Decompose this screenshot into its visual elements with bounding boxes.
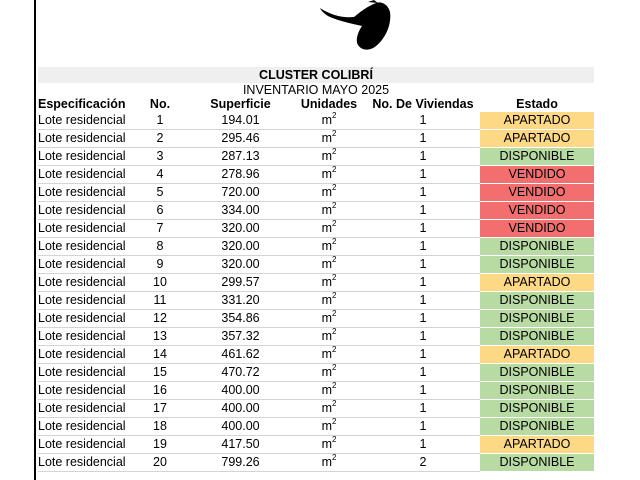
cell-estado: APARTADO (480, 346, 594, 364)
cell-viviendas: 1 (366, 310, 480, 328)
cell-superficie: 320.00 (189, 238, 292, 256)
cell-superficie: 299.57 (189, 274, 292, 292)
unit-exponent: 2 (331, 129, 337, 138)
cell-unidades (292, 166, 366, 184)
unit-exponent: 2 (331, 381, 337, 390)
col-header-especificacion: Especificación (38, 97, 126, 111)
cell-unidades (292, 202, 366, 220)
table-row (38, 454, 594, 472)
col-header-unidades: Unidades (300, 97, 358, 111)
cell-unidades (292, 274, 366, 292)
table-row (38, 148, 594, 166)
cell-unidades (292, 130, 366, 148)
cell-superficie: 295.46 (189, 130, 292, 148)
cell-superficie: 400.00 (189, 418, 292, 436)
unit-base: m (321, 311, 332, 325)
unit-base: m (321, 257, 332, 271)
cell-estado: DISPONIBLE (480, 454, 594, 472)
cell-estado: VENDIDO (480, 166, 594, 184)
unit-base: m (321, 131, 332, 145)
cell-no: 5 (131, 184, 189, 202)
cell-no: 16 (131, 382, 189, 400)
cell-especificacion: Lote residencial (38, 220, 131, 238)
cell-viviendas: 1 (366, 382, 480, 400)
cell-estado: DISPONIBLE (480, 292, 594, 310)
unit-exponent: 2 (331, 309, 337, 318)
cell-unidades (292, 400, 366, 418)
cell-no: 12 (131, 310, 189, 328)
cell-especificacion: Lote residencial (38, 400, 131, 418)
cell-estado: DISPONIBLE (480, 400, 594, 418)
unit-base: m (321, 455, 332, 469)
cell-superficie: 194.01 (189, 112, 292, 130)
inventory-sheet (38, 67, 594, 472)
cell-especificacion: Lote residencial (38, 130, 131, 148)
unit-base: m (321, 221, 332, 235)
unit-exponent: 2 (331, 363, 337, 372)
unit-exponent: 2 (331, 147, 337, 156)
cell-especificacion: Lote residencial (38, 346, 131, 364)
cell-viviendas: 1 (366, 220, 480, 238)
unit-exponent: 2 (331, 219, 337, 228)
cell-especificacion: Lote residencial (38, 184, 131, 202)
cell-especificacion: Lote residencial (38, 148, 131, 166)
cell-superficie: 334.00 (189, 202, 292, 220)
cell-no: 9 (131, 256, 189, 274)
unit-base: m (321, 347, 332, 361)
cell-no: 13 (131, 328, 189, 346)
unit-base: m (321, 203, 332, 217)
cell-unidades (292, 346, 366, 364)
unit-exponent: 2 (331, 237, 337, 246)
cell-no: 10 (131, 274, 189, 292)
cell-estado: APARTADO (480, 112, 594, 130)
cell-superficie: 320.00 (189, 256, 292, 274)
table-row (38, 382, 594, 400)
cell-superficie: 354.86 (189, 310, 292, 328)
cell-especificacion: Lote residencial (38, 382, 131, 400)
cell-viviendas: 1 (366, 418, 480, 436)
unit-base: m (321, 149, 332, 163)
table-row (38, 292, 594, 310)
cell-viviendas: 1 (366, 166, 480, 184)
cell-unidades (292, 328, 366, 346)
table-row (38, 400, 594, 418)
cell-no: 1 (131, 112, 189, 130)
unit-exponent: 2 (331, 255, 337, 264)
unit-base: m (321, 293, 332, 307)
unit-exponent: 2 (331, 453, 337, 462)
unit-base: m (321, 383, 332, 397)
cell-superficie: 400.00 (189, 382, 292, 400)
cell-especificacion: Lote residencial (38, 112, 131, 130)
unit-exponent: 2 (331, 417, 337, 426)
cell-unidades (292, 148, 366, 166)
cell-no: 3 (131, 148, 189, 166)
hummingbird-logo-icon (318, 0, 392, 52)
cell-especificacion: Lote residencial (38, 328, 131, 346)
table-row (38, 418, 594, 436)
unit-exponent: 2 (331, 165, 337, 174)
cell-no: 6 (131, 202, 189, 220)
cell-estado: APARTADO (480, 130, 594, 148)
cell-estado: VENDIDO (480, 184, 594, 202)
cell-especificacion: Lote residencial (38, 364, 131, 382)
cell-no: 2 (131, 130, 189, 148)
table-row (38, 328, 594, 346)
table-row (38, 310, 594, 328)
sheet-title: CLUSTER COLIBRÍ (38, 67, 594, 83)
unit-exponent: 2 (331, 273, 337, 282)
cell-viviendas: 1 (366, 328, 480, 346)
cell-estado: DISPONIBLE (480, 364, 594, 382)
unit-base: m (321, 185, 332, 199)
cell-no: 4 (131, 166, 189, 184)
table-body (38, 112, 594, 472)
unit-base: m (321, 401, 332, 415)
cell-especificacion: Lote residencial (38, 238, 131, 256)
cell-especificacion: Lote residencial (38, 166, 131, 184)
cell-unidades (292, 184, 366, 202)
unit-base: m (321, 419, 332, 433)
table-row (38, 256, 594, 274)
cell-viviendas: 1 (366, 292, 480, 310)
cell-superficie: 357.32 (189, 328, 292, 346)
cell-estado: DISPONIBLE (480, 418, 594, 436)
unit-exponent: 2 (331, 183, 337, 192)
cell-estado: APARTADO (480, 274, 594, 292)
table-row (38, 166, 594, 184)
cell-viviendas: 1 (366, 436, 480, 454)
cell-especificacion: Lote residencial (38, 454, 131, 472)
unit-base: m (321, 113, 332, 127)
cell-estado: DISPONIBLE (480, 256, 594, 274)
cell-viviendas: 1 (366, 400, 480, 418)
table-row (38, 184, 594, 202)
cell-viviendas: 1 (366, 130, 480, 148)
cell-no: 18 (131, 418, 189, 436)
table-row (38, 274, 594, 292)
sheet-subtitle: INVENTARIO MAYO 2025 (242, 83, 390, 97)
table-row (38, 346, 594, 364)
col-header-no: No. (149, 97, 171, 111)
cell-unidades (292, 256, 366, 274)
cell-no: 20 (131, 454, 189, 472)
cell-especificacion: Lote residencial (38, 292, 131, 310)
col-header-estado: Estado (516, 97, 558, 111)
cell-unidades (292, 310, 366, 328)
table-row (38, 220, 594, 238)
table-row (38, 202, 594, 220)
cell-no: 17 (131, 400, 189, 418)
cell-no: 8 (131, 238, 189, 256)
unit-base: m (321, 365, 332, 379)
cell-unidades (292, 238, 366, 256)
cell-estado: VENDIDO (480, 220, 594, 238)
cell-estado: DISPONIBLE (480, 148, 594, 166)
cell-superficie: 278.96 (189, 166, 292, 184)
table-row (38, 436, 594, 454)
inventory-table (38, 97, 594, 472)
cell-no: 7 (131, 220, 189, 238)
cell-no: 19 (131, 436, 189, 454)
cell-estado: DISPONIBLE (480, 310, 594, 328)
cell-especificacion: Lote residencial (38, 202, 131, 220)
cell-estado: DISPONIBLE (480, 328, 594, 346)
unit-exponent: 2 (331, 327, 337, 336)
cell-superficie: 799.26 (189, 454, 292, 472)
cell-superficie: 400.00 (189, 400, 292, 418)
cell-viviendas: 2 (366, 454, 480, 472)
cell-unidades (292, 112, 366, 130)
cell-viviendas: 1 (366, 238, 480, 256)
cell-unidades (292, 220, 366, 238)
cell-especificacion: Lote residencial (38, 274, 131, 292)
cell-viviendas: 1 (366, 256, 480, 274)
cell-especificacion: Lote residencial (38, 310, 131, 328)
cell-unidades (292, 418, 366, 436)
cell-superficie: 287.13 (189, 148, 292, 166)
unit-base: m (321, 437, 332, 451)
table-row (38, 130, 594, 148)
cell-estado: DISPONIBLE (480, 382, 594, 400)
cell-estado: APARTADO (480, 436, 594, 454)
cell-unidades (292, 364, 366, 382)
cell-viviendas: 1 (366, 112, 480, 130)
unit-exponent: 2 (331, 291, 337, 300)
cell-estado: DISPONIBLE (480, 238, 594, 256)
cell-unidades (292, 454, 366, 472)
table-row (38, 112, 594, 130)
table-row (38, 364, 594, 382)
cell-superficie: 720.00 (189, 184, 292, 202)
cell-viviendas: 1 (366, 184, 480, 202)
unit-exponent: 2 (331, 112, 337, 120)
cell-unidades (292, 382, 366, 400)
unit-exponent: 2 (331, 201, 337, 210)
cell-viviendas: 1 (366, 202, 480, 220)
unit-exponent: 2 (331, 435, 337, 444)
cell-superficie: 417.50 (189, 436, 292, 454)
page-left-border (34, 0, 36, 480)
table-row (38, 238, 594, 256)
col-header-viviendas: No. De Viviendas (372, 97, 474, 111)
unit-exponent: 2 (331, 399, 337, 408)
cell-viviendas: 1 (366, 148, 480, 166)
cell-superficie: 461.62 (189, 346, 292, 364)
cell-unidades (292, 292, 366, 310)
cell-viviendas: 1 (366, 274, 480, 292)
cell-no: 15 (131, 364, 189, 382)
cell-estado: VENDIDO (480, 202, 594, 220)
cell-no: 14 (131, 346, 189, 364)
col-header-superficie: Superficie (210, 97, 271, 111)
unit-base: m (321, 167, 332, 181)
unit-base: m (321, 239, 332, 253)
cell-especificacion: Lote residencial (38, 256, 131, 274)
cell-superficie: 331.20 (189, 292, 292, 310)
unit-exponent: 2 (331, 345, 337, 354)
cell-viviendas: 1 (366, 346, 480, 364)
cell-no: 11 (131, 292, 189, 310)
cell-unidades (292, 436, 366, 454)
cell-especificacion: Lote residencial (38, 418, 131, 436)
unit-base: m (321, 329, 332, 343)
unit-base: m (321, 275, 332, 289)
cell-especificacion: Lote residencial (38, 436, 131, 454)
table-header-row (38, 97, 594, 112)
cell-superficie: 320.00 (189, 220, 292, 238)
cell-superficie: 470.72 (189, 364, 292, 382)
cell-viviendas: 1 (366, 364, 480, 382)
